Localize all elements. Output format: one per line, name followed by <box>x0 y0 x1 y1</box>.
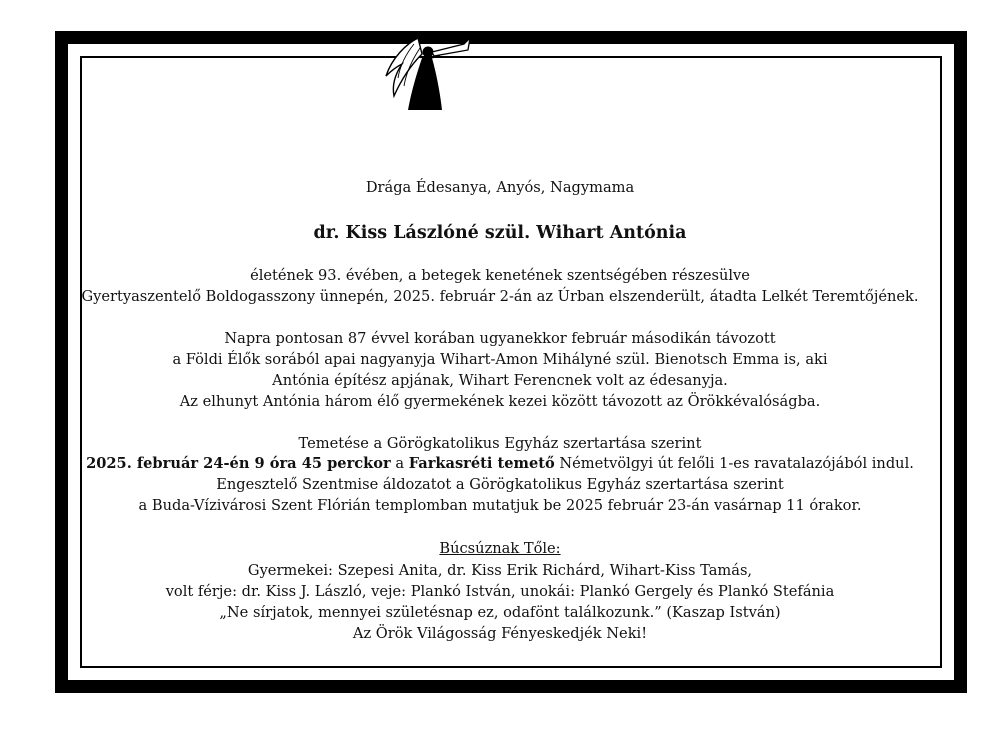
para1-line2: Gyertyaszentelő Boldogasszony ünnepén, 2025. február 2-án az Úrban elszenderült, átadta Lelkét Teremtőjének. <box>81 288 919 305</box>
funeral-connector: a <box>390 455 409 472</box>
angel-trumpet-icon <box>378 30 472 114</box>
para2-line4: Az elhunyt Antónia három élő gyermekének kezei között távozott az Örökkévalóságba. <box>179 393 821 410</box>
para2-line2: a Földi Élők sorából apai nagyanyja Wihart-Amon Mihályné szül. Bienotsch Emma is, aki <box>172 351 828 368</box>
funeral-line1: Temetése a Görögkatolikus Egyház szertartása szerint <box>298 435 702 452</box>
funeral-line3: Engesztelő Szentmise áldozatot a Görögkatolikus Egyház szertartása szerint <box>216 476 784 493</box>
salutation: Drága Édesanya, Anyós, Nagymama <box>365 179 635 196</box>
funeral-line2 <box>0 454 1000 474</box>
funeral-line4: a Buda-Vízivárosi Szent Flórián templomban mutatjuk be 2025 február 23-án vasárnap 11 órakor. <box>138 497 862 514</box>
para2-line3: Antónia építész apjának, Wihart Ferencnek volt az édesanyja. <box>272 372 728 389</box>
funeral-date: 2025. február 24-én 9 óra 45 perckor <box>86 455 391 472</box>
farewell-family: volt férje: dr. Kiss J. László, veje: Plankó István, unokái: Plankó Gergely és Plankó Stefánia <box>165 583 835 600</box>
farewell-quote: „Ne sírjatok, mennyei születésnap ez, odafönt találkozunk.” (Kaszap István) <box>219 604 781 621</box>
farewell-closing: Az Örök Világosság Fényeskedjék Neki! <box>352 625 648 642</box>
funeral-place: Farkasréti temető <box>408 455 555 472</box>
farewell-heading: Búcsúznak Tőle: <box>439 540 561 557</box>
para2-line1: Napra pontosan 87 évvel korában ugyanekkor február másodikán távozott <box>224 330 776 347</box>
para1-line1: életének 93. évében, a betegek kenetének szentségében részesülve <box>250 267 750 284</box>
deceased-name: dr. Kiss Lászlóné szül. Wihart Antónia <box>313 223 687 243</box>
farewell-children: Gyermekei: Szepesi Anita, dr. Kiss Erik Richárd, Wihart-Kiss Tamás, <box>247 562 753 579</box>
funeral-rest: Németvölgyi út felőli 1-es ravatalazójából indul. <box>554 455 914 472</box>
